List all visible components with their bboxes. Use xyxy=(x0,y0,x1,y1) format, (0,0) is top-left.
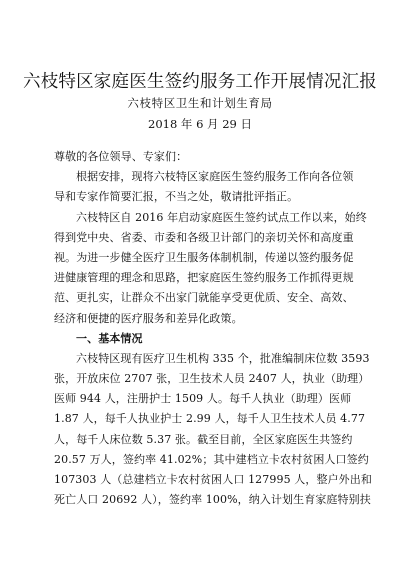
paragraph-line: 进健康管理的理念和思路，把家庭医生签约服务工作抓得更规 xyxy=(54,271,354,285)
paragraph-line: 六枝特区自 2016 年启动家庭医生签约试点工作以来，始终 xyxy=(76,210,367,224)
section-line: 医师 944 人，注册护士 1509 人。每千人执业（助理）医师 xyxy=(54,392,352,406)
section-line: 1.87 人，每千人执业护士 2.99 人，每千人卫生技术人员 4.77 xyxy=(54,412,366,426)
paragraph-line: 得到党中央、省委、市委和各级卫计部门的亲切关怀和高度重 xyxy=(54,230,354,244)
section-line: 人，每千人床位数 5.37 张。截至目前，全区家庭医生共签约 xyxy=(54,432,353,446)
paragraph-line: 导和专家作简要汇报，不当之处，敬请批评指正。 xyxy=(54,190,299,204)
section-line: 六枝特区现有医疗卫生机构 335 个，批准编制床位数 3593 xyxy=(76,351,370,365)
section-line: 107303 人（总建档立卡农村贫困人口 127995 人，整户外出和 xyxy=(54,473,372,486)
paragraph-line: 视。为进一步健全医疗卫生服务体制机制，传递以签约服务促 xyxy=(54,250,354,264)
paragraph-line: 根据安排，现将六枝特区家庭医生签约服务工作向各位领 xyxy=(76,170,354,184)
document-body xyxy=(54,147,372,510)
issuing-organization: 六枝特区卫生和计划生育局 xyxy=(127,96,273,110)
document-title: 六枝特区家庭医生签约服务工作开展情况汇报 xyxy=(23,72,377,92)
section-line: 死亡人口 20692 人），签约率 100%，纳入计划生育家庭特别扶 xyxy=(54,493,371,507)
document-date: 2018 年 6 月 29 日 xyxy=(148,117,252,131)
section-line: 张，开放床位 2707 张，卫生技术人员 2407 人，执业（助理） xyxy=(54,372,370,386)
salutation: 尊敬的各位领导、专家们： xyxy=(54,150,188,163)
section-line: 20.57 万人，签约率 41.02%；其中建档立卡农村贫困人口签约 xyxy=(54,452,369,466)
paragraph-line: 范、更扎实，让群众不出家门就能享受更优质、安全、高效、 xyxy=(54,291,354,305)
paragraph-line: 经济和便捷的医疗服务和差异化政策。 xyxy=(54,311,243,325)
section-heading: 一、基本情况 xyxy=(76,331,143,345)
